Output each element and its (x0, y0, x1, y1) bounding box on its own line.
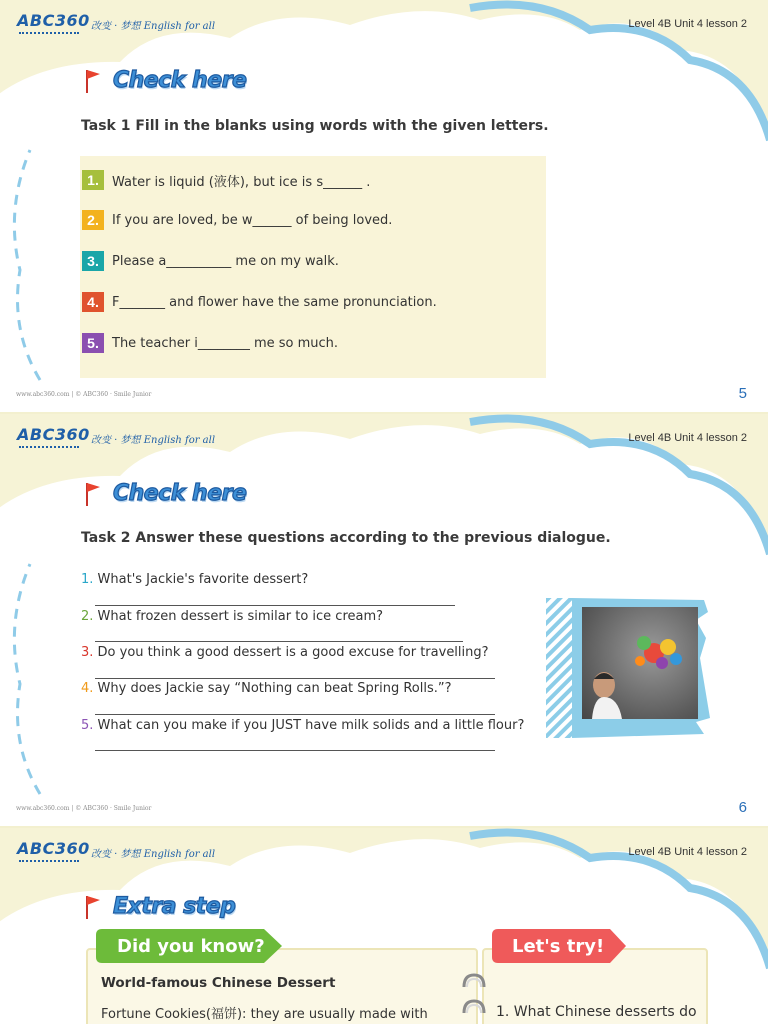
answer-line[interactable] (95, 714, 495, 715)
question-number: 4. (81, 681, 94, 696)
question-item (81, 718, 524, 733)
exercise-item (82, 333, 338, 353)
item-text: If you are loved, be w______ of being loved. (112, 212, 393, 228)
exercise-item (82, 210, 392, 230)
page-number: 5 (738, 385, 747, 402)
page-number: 6 (738, 799, 747, 816)
question-number: 3. (81, 645, 94, 660)
brand-underline (19, 32, 79, 37)
did-you-know-badge: Did you know? (117, 935, 265, 957)
answer-line[interactable] (95, 641, 463, 642)
answer-line[interactable] (95, 750, 495, 751)
question-number: 2. (81, 609, 94, 624)
brand-logo: ABC360 (17, 11, 90, 30)
exercise-item (82, 292, 437, 312)
question-text: What frozen dessert is similar to ice cream? (97, 609, 384, 624)
item-text: F_______ and flower have the same pronunciation. (112, 294, 437, 310)
question-item (81, 609, 383, 624)
binder-ring-icon (461, 998, 487, 1014)
answer-line[interactable] (95, 678, 495, 679)
tagline: 改变 · 梦想 English for all (91, 435, 216, 446)
dessert-photo (582, 607, 698, 719)
brand-logo: ABC360 (17, 839, 90, 858)
question-number: 1. (81, 572, 94, 587)
question-item (81, 572, 308, 587)
question-item (81, 645, 489, 660)
footer-text: www.abc360.com | © ABC360 · Smile Junior (16, 391, 152, 398)
flag-icon (84, 68, 102, 94)
card-text: Fortune Cookies(福饼): they are usually made with (101, 1007, 428, 1022)
item-number: 4. (82, 292, 104, 312)
question-text: What's Jackie's favorite dessert? (97, 572, 309, 587)
item-text: Please a__________ me on my walk. (112, 253, 339, 269)
question-item (81, 681, 452, 696)
flag-icon (84, 894, 102, 920)
question-text: Do you think a good dessert is a good excuse for travelling? (97, 645, 489, 660)
flag-icon (84, 481, 102, 507)
card-title: World-famous Chinese Dessert (101, 975, 336, 991)
exercise-item (82, 251, 339, 271)
slide-extra-step (0, 828, 768, 1024)
item-text: Water is liquid (液体), but ice is s______ . (112, 174, 371, 190)
slide-heading: Extra step (113, 894, 236, 919)
brand-underline (19, 446, 79, 451)
task-title: Task 2 Answer these questions according to the previous dialogue. (81, 530, 611, 546)
item-number: 3. (82, 251, 104, 271)
level-label: Level 4B Unit 4 lesson 2 (628, 846, 747, 858)
lets-try-badge: Let's try! (512, 935, 605, 957)
task-title: Task 1 Fill in the blanks using words with the given letters. (81, 118, 549, 134)
slide-heading: Check here (113, 481, 247, 506)
tagline: 改变 · 梦想 English for all (91, 849, 216, 860)
slide-heading: Check here (113, 68, 247, 93)
item-number: 2. (82, 210, 104, 230)
footer-text: www.abc360.com | © ABC360 · Smile Junior (16, 805, 152, 812)
question-number: 5. (81, 718, 94, 733)
exercise-item (82, 170, 370, 190)
binder-ring-icon (461, 972, 487, 988)
tagline: 改变 · 梦想 English for all (91, 21, 216, 32)
level-label: Level 4B Unit 4 lesson 2 (628, 432, 747, 444)
level-label: Level 4B Unit 4 lesson 2 (628, 18, 747, 30)
item-number: 5. (82, 333, 104, 353)
try-question: 1. What Chinese desserts do (496, 1004, 697, 1020)
item-text: The teacher i________ me so much. (112, 335, 339, 351)
answer-line[interactable] (95, 605, 455, 606)
slide-page-6 (0, 414, 768, 826)
brand-logo: ABC360 (17, 425, 90, 444)
question-text: What can you make if you JUST have milk solids and a little flour? (97, 718, 525, 733)
question-text: Why does Jackie say “Nothing can beat Spring Rolls.”? (97, 681, 452, 696)
slide-page-5 (0, 0, 768, 412)
item-number: 1. (82, 170, 104, 190)
brand-underline (19, 860, 79, 865)
